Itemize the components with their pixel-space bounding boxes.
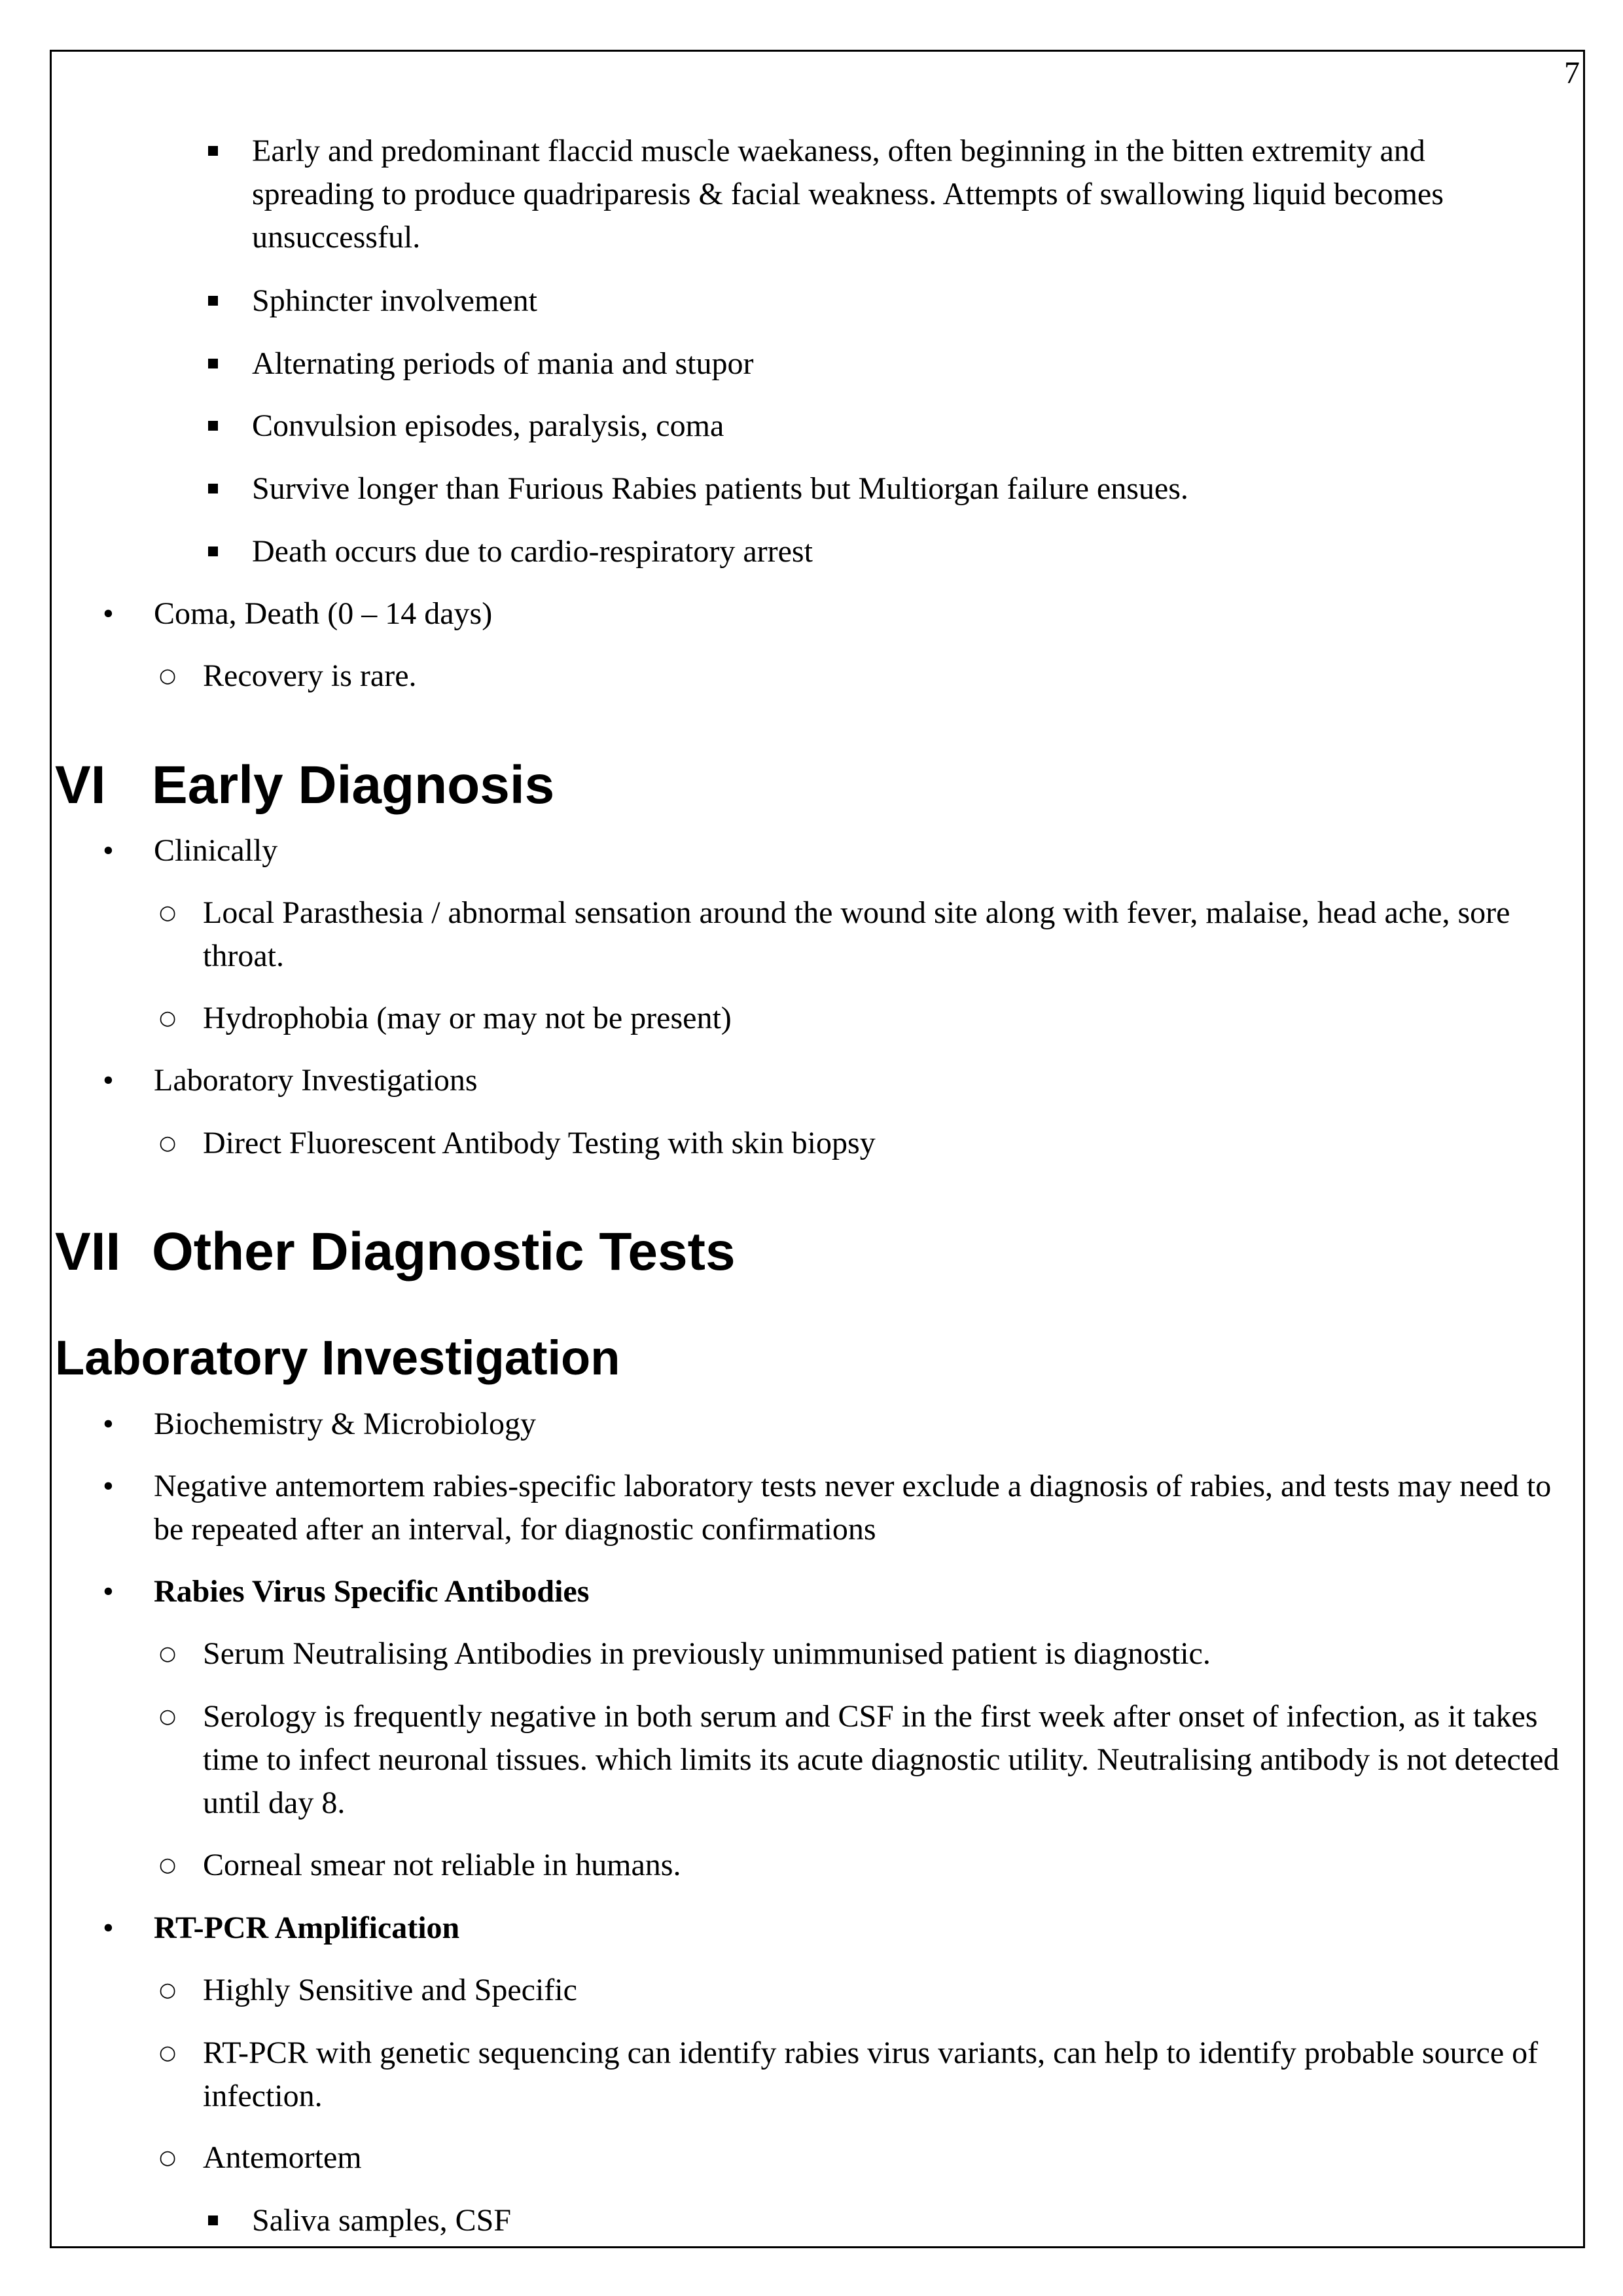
list-item: Convulsion episodes, paralysis, coma: [252, 408, 724, 443]
circle-bullet-icon: ○: [159, 1705, 177, 1728]
circle-bullet-icon: ○: [159, 2146, 177, 2169]
page-number: 7: [1564, 56, 1580, 90]
list-item: Clinically: [154, 833, 278, 868]
section-number: VII: [55, 1222, 121, 1282]
square-bullet-icon: [208, 421, 218, 431]
circle-bullet-icon: ○: [159, 1642, 177, 1665]
circle-bullet-icon: ○: [159, 1007, 177, 1030]
list-item: Biochemistry & Microbiology: [154, 1407, 536, 1441]
list-item: Laboratory Investigations: [154, 1063, 478, 1098]
bullet-icon: •: [103, 1469, 114, 1503]
list-item: Rabies Virus Specific Antibodies: [154, 1574, 590, 1609]
subheading: Laboratory Investigation: [55, 1331, 620, 1385]
list-item: Local Parasthesia / abnormal sensation around the wound site along with fever, malaise, head ache, sore throat.: [203, 895, 1510, 973]
square-bullet-icon: [208, 146, 218, 156]
list-item: Highly Sensitive and Specific: [203, 1973, 577, 2007]
list-item: Corneal smear not reliable in humans.: [203, 1848, 681, 1882]
list-item: Survive longer than Furious Rabies patients but Multiorgan failure ensues.: [252, 471, 1188, 506]
bullet-icon: •: [103, 1910, 114, 1945]
circle-bullet-icon: ○: [159, 664, 177, 687]
list-item: Early and predominant flaccid muscle waekaness, often beginning in the bitten extremity and spreading to produce quadriparesis & facial weakness. Attempts of swallowing liquid becomes unsuccessful.: [252, 134, 1444, 255]
list-item: RT-PCR with genetic sequencing can identify rabies virus variants, can help to identify probable source of infection.: [203, 2036, 1539, 2113]
section-number: VI: [55, 755, 106, 815]
circle-bullet-icon: ○: [159, 901, 177, 924]
section-title: Other Diagnostic Tests: [152, 1222, 736, 1282]
list-item: Sphincter involvement: [252, 283, 537, 318]
circle-bullet-icon: ○: [159, 1132, 177, 1155]
list-item: Antemortem: [203, 2140, 362, 2175]
list-item: Hydrophobia (may or may not be present): [203, 1001, 732, 1035]
bullet-icon: •: [103, 1407, 114, 1441]
square-bullet-icon: [208, 484, 218, 493]
list-item: Saliva samples, CSF: [252, 2203, 512, 2238]
section-heading-vii: [55, 1219, 736, 1285]
list-item: Alternating periods of mania and stupor: [252, 346, 754, 381]
list-item: Coma, Death (0 – 14 days): [154, 596, 493, 631]
circle-bullet-icon: ○: [159, 1854, 177, 1876]
bullet-icon: •: [103, 833, 114, 868]
list-item: Recovery is rare.: [203, 658, 417, 693]
square-bullet-icon: [208, 359, 218, 368]
list-item: RT-PCR Amplification: [154, 1910, 460, 1945]
list-item: Serology is frequently negative in both serum and CSF in the first week after onset of infection, as it takes time to infect neuronal tissues. which limits its acute diagnostic utility. Neutralising antibody is not detected until day 8.: [203, 1699, 1560, 1820]
section-heading-vi: [55, 753, 554, 818]
circle-bullet-icon: ○: [159, 1979, 177, 2001]
section-title: Early Diagnosis: [152, 755, 555, 815]
list-item: Direct Fluorescent Antibody Testing with skin biopsy: [203, 1126, 876, 1160]
list-item: Negative antemortem rabies-specific laboratory tests never exclude a diagnosis of rabies, and tests may need to be repeated after an interval, for diagnostic confirmations: [154, 1469, 1552, 1547]
bullet-icon: •: [103, 1063, 114, 1098]
square-bullet-icon: [208, 547, 218, 556]
square-bullet-icon: [208, 296, 218, 306]
list-item: Death occurs due to cardio-respiratory arrest: [252, 534, 813, 569]
bullet-icon: •: [103, 596, 114, 631]
circle-bullet-icon: ○: [159, 2041, 177, 2064]
list-item: Serum Neutralising Antibodies in previously unimmunised patient is diagnostic.: [203, 1636, 1211, 1671]
square-bullet-icon: [208, 2215, 218, 2225]
bullet-icon: •: [103, 1574, 114, 1609]
